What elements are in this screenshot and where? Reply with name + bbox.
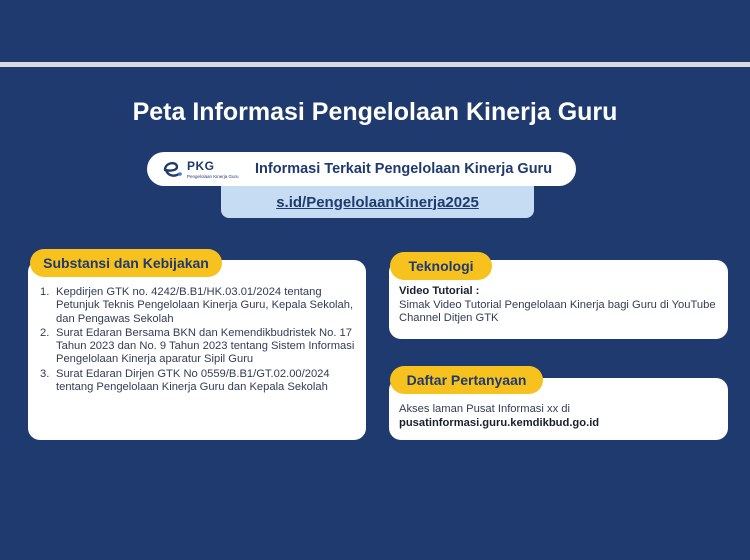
info-label: Informasi Terkait Pengelolaan Kinerja Guru xyxy=(255,161,553,177)
info-pill xyxy=(147,152,576,186)
pkg-logo-icon xyxy=(159,156,185,182)
faq-link[interactable]: pusatinformasi.guru.kemdikbud.go.id xyxy=(399,416,600,429)
list-item-number: 2. xyxy=(40,326,50,339)
list-item-number: 1. xyxy=(40,286,50,298)
list-item-text: Surat Edaran Dirjen GTK No 0559/B.B1/GT.02.00/2024 tentang Pengelolaan Kinerja Guru dan Kepala Sekolah xyxy=(56,367,330,394)
pkg-short-link[interactable]: s.id/PengelolaanKinerja2025 xyxy=(276,193,479,211)
video-tutorial-text: Simak Video Tutorial Pengelolaan Kinerja bagi Guru di YouTube Channel Ditjen GTK xyxy=(399,298,716,324)
video-tutorial-heading: Video Tutorial : xyxy=(399,285,480,297)
link-box xyxy=(221,186,534,218)
pkg-logo xyxy=(159,154,249,184)
list-item-text: Kepdirjen GTK no. 4242/B.B1/HK.03.01/2024 tentang Petunjuk Teknis Pengelolaan Kinerja Guru, Kepala Sekolah, dan Pengawas Sekolah xyxy=(56,286,354,325)
list-item xyxy=(40,368,358,395)
pkg-logo-text: PKG xyxy=(187,159,215,174)
list-item-number: 3. xyxy=(40,367,50,380)
substansi-tag: Substansi dan Kebijakan xyxy=(30,249,222,277)
policy-list xyxy=(40,286,358,395)
teknologi-tag: Teknologi xyxy=(390,252,492,280)
top-divider xyxy=(0,62,750,67)
page-title: Peta Informasi Pengelolaan Kinerja Guru xyxy=(132,98,618,126)
list-item xyxy=(40,286,358,326)
substansi-card xyxy=(28,260,366,440)
list-item-text: Surat Edaran Bersama BKN dan Kemendikbudristek No. 17 Tahun 2023 dan No. 9 Tahun 2023 tentang Sistem Informasi Pengelolaan Kinerja aparatur Sipil Guru xyxy=(56,326,355,366)
list-item xyxy=(40,327,358,367)
faq-text: Akses laman Pusat Informasi xx di xyxy=(399,403,570,415)
pkg-logo-subtext: Pengelolaan Kinerja Guru xyxy=(187,174,239,180)
faq-tag: Daftar Pertanyaan xyxy=(390,366,543,394)
